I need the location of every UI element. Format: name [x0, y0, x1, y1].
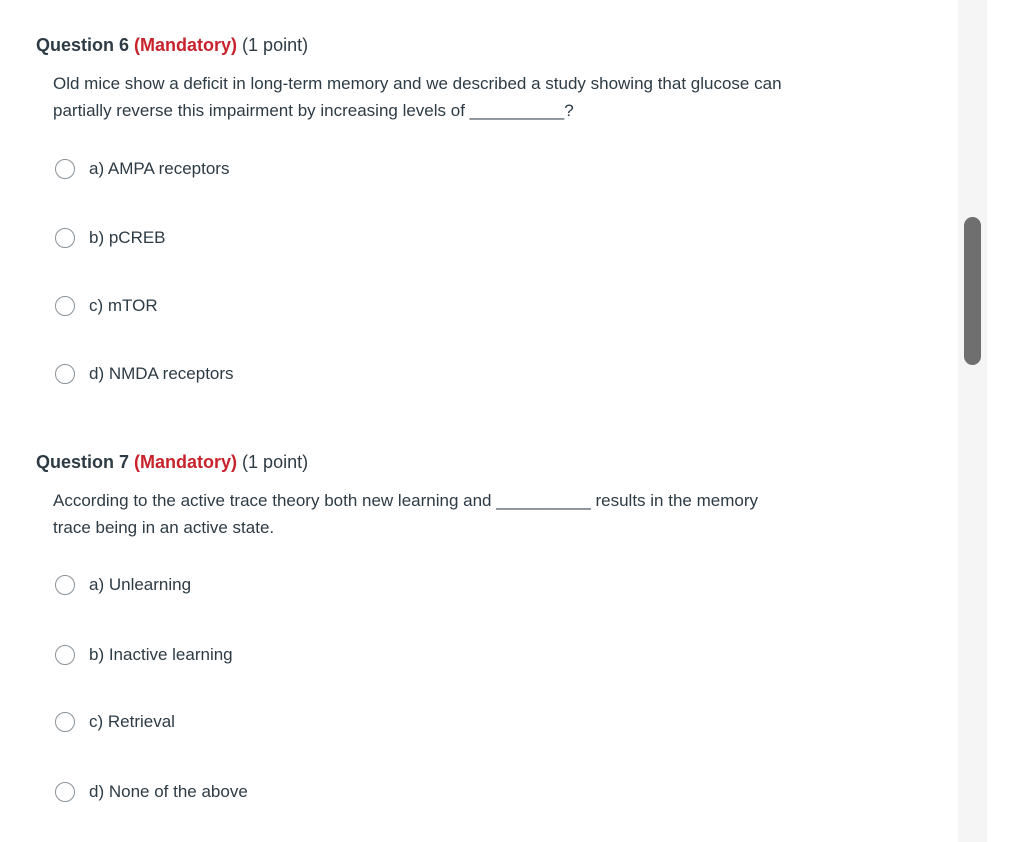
mandatory-label: (Mandatory): [134, 452, 238, 472]
question-text: According to the active trace theory both new learning and __________ results in the memory trace being in an active state.: [53, 491, 758, 537]
question-header: [36, 451, 936, 473]
radio-unchecked-icon[interactable]: [55, 228, 75, 248]
option-d[interactable]: [55, 779, 248, 805]
option-c[interactable]: [55, 709, 175, 735]
points-label: (1 point): [242, 35, 309, 55]
radio-unchecked-icon[interactable]: [55, 364, 75, 384]
question-header: [36, 34, 936, 56]
question-title: Question 7: [36, 452, 130, 472]
option-a[interactable]: [55, 572, 191, 598]
option-label[interactable]: a) Unlearning: [89, 575, 192, 594]
radio-unchecked-icon[interactable]: [55, 575, 75, 595]
option-label[interactable]: b) pCREB: [89, 228, 166, 247]
radio-unchecked-icon[interactable]: [55, 712, 75, 732]
option-label[interactable]: b) Inactive learning: [89, 645, 233, 664]
points-label: (1 point): [242, 452, 309, 472]
question-7: [36, 451, 936, 801]
option-label[interactable]: d) NMDA receptors: [89, 364, 234, 383]
question-text: Old mice show a deficit in long-term memory and we described a study showing that glucose can partially reverse this impairment by increasing levels of __________?: [53, 74, 782, 120]
question-title: Question 6: [36, 35, 130, 55]
scrollbar-thumb[interactable]: [964, 217, 981, 365]
mandatory-label: (Mandatory): [134, 35, 238, 55]
option-label[interactable]: d) None of the above: [89, 782, 248, 801]
question-6: [36, 34, 936, 383]
radio-unchecked-icon[interactable]: [55, 296, 75, 316]
option-label[interactable]: a) AMPA receptors: [89, 159, 230, 178]
scrollbar-track[interactable]: [958, 0, 987, 842]
option-c[interactable]: [55, 293, 158, 319]
option-a[interactable]: [55, 156, 229, 182]
option-b[interactable]: [55, 225, 166, 251]
radio-unchecked-icon[interactable]: [55, 645, 75, 665]
option-label[interactable]: c) mTOR: [89, 296, 158, 315]
radio-unchecked-icon[interactable]: [55, 782, 75, 802]
option-label[interactable]: c) Retrieval: [89, 712, 175, 731]
option-d[interactable]: [55, 361, 234, 387]
option-b[interactable]: [55, 642, 233, 668]
radio-unchecked-icon[interactable]: [55, 159, 75, 179]
